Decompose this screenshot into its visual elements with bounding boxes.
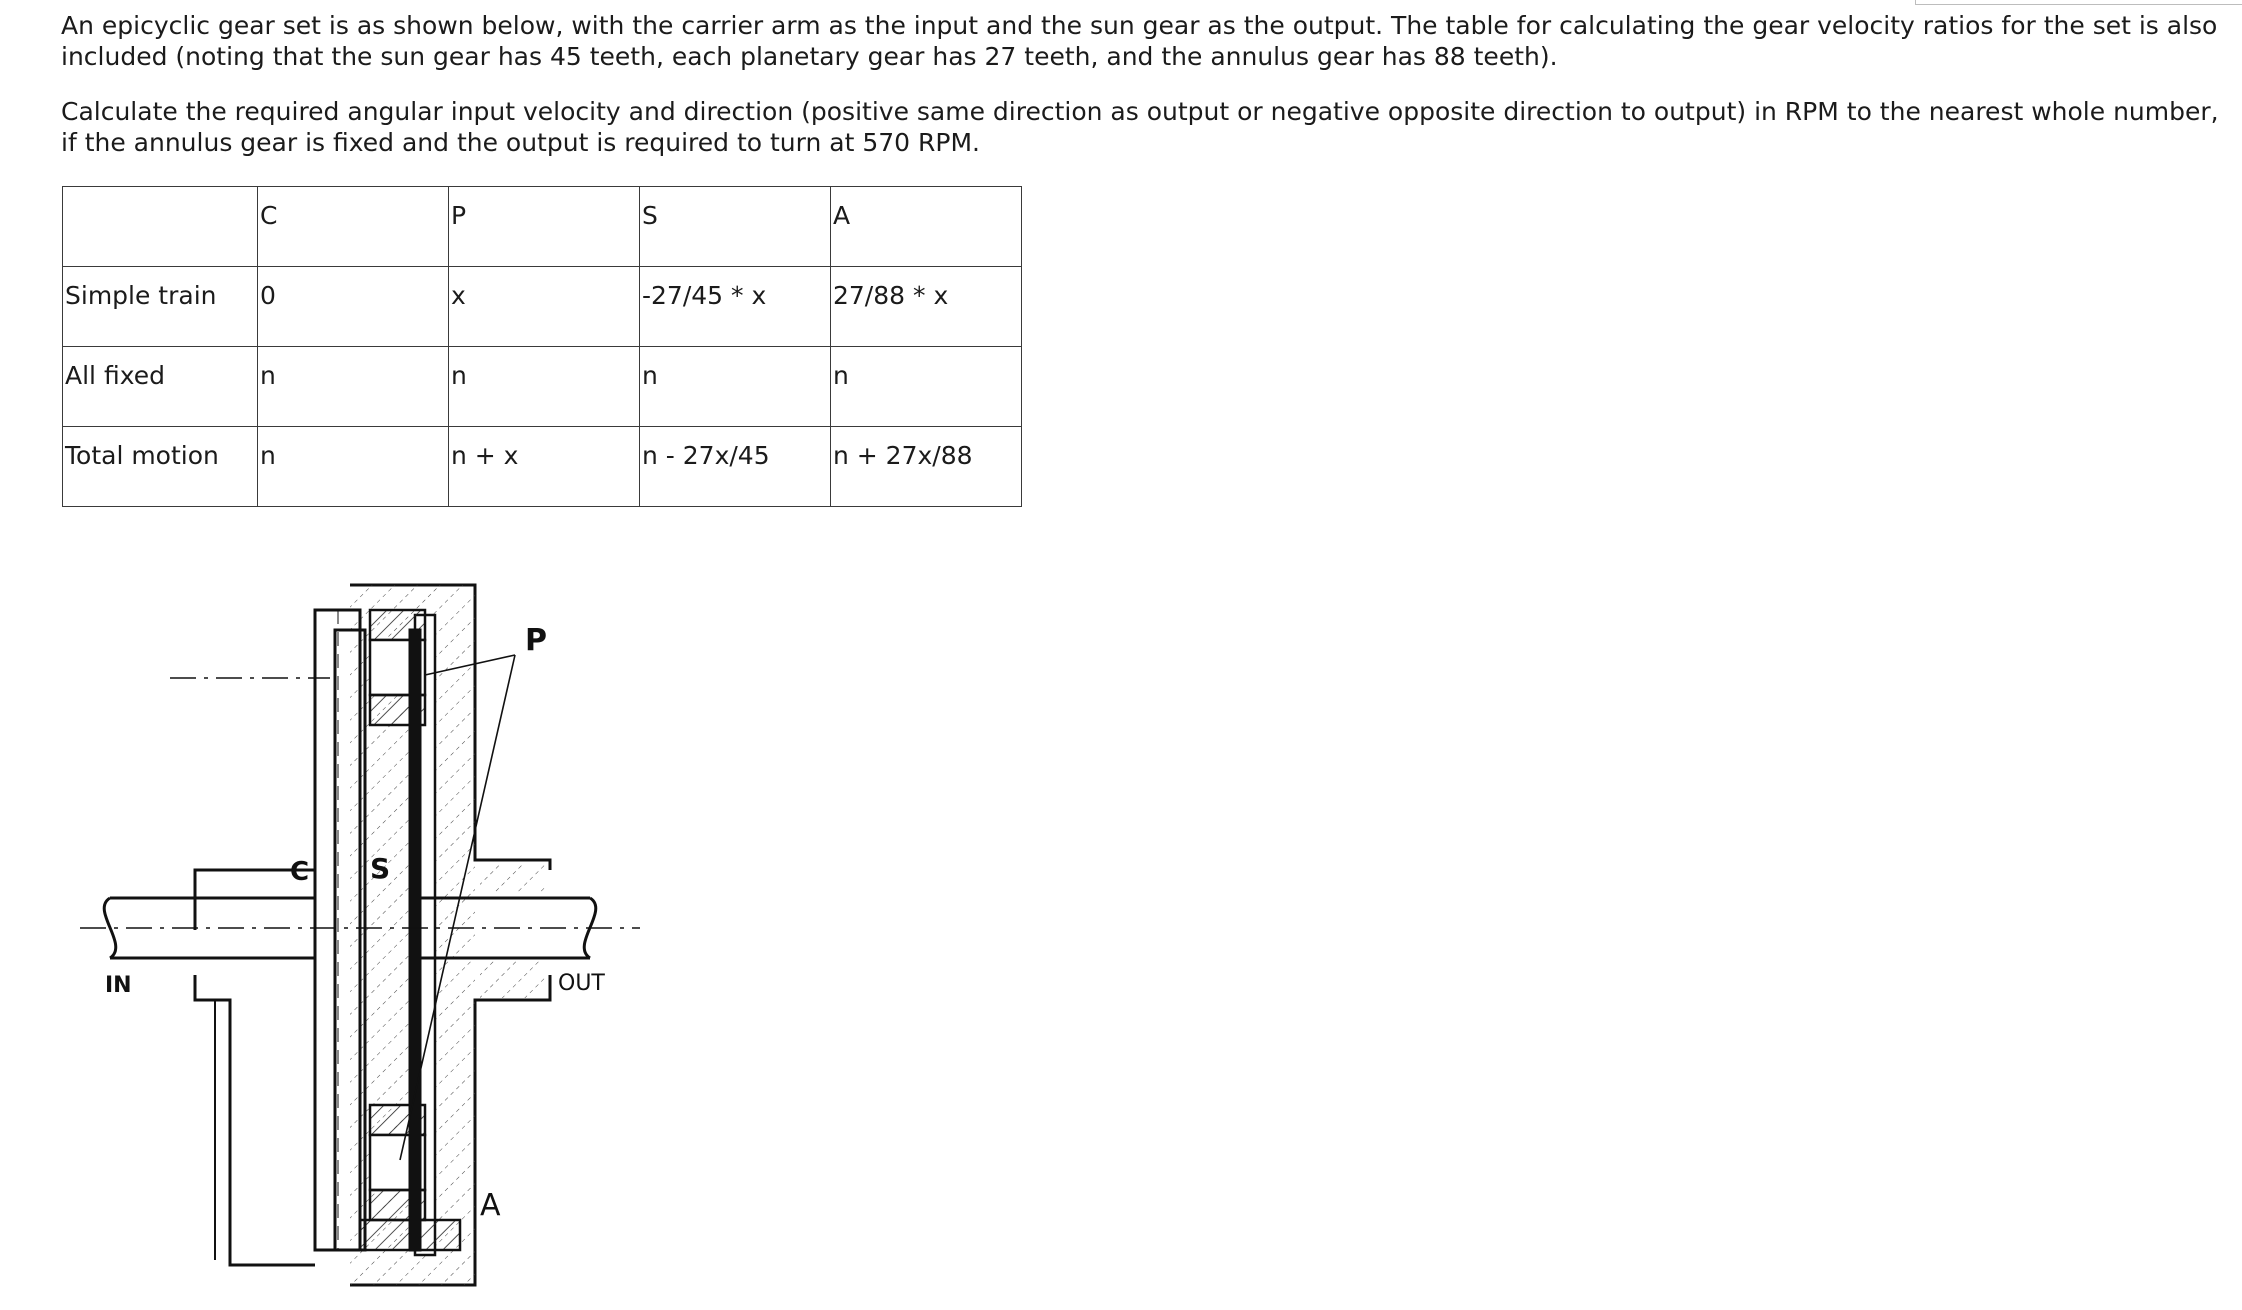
table-row [63, 427, 1022, 507]
table-row-label: All fixed [63, 347, 258, 427]
label-input: IN [105, 973, 132, 998]
label-sun: S [370, 852, 391, 885]
table-row [63, 347, 1022, 427]
table-row [63, 267, 1022, 347]
table-header-cell: P [449, 187, 640, 267]
table-cell: n [831, 347, 1022, 427]
question-task: Calculate the required angular input velocity and direction (positive same direction as output or negative opposite direction to output) in RPM to the nearest whole number, if the annulus gear is fixed and the output is required to turn at 570 RPM. [61, 97, 2219, 157]
table-header-cell: S [640, 187, 831, 267]
table-cell: n [449, 347, 640, 427]
table-cell: -27/45 * x [640, 267, 831, 347]
table-cell: n + 27x/88 [831, 427, 1022, 507]
epicyclic-gear-diagram [80, 560, 640, 1300]
table-cell: n [258, 427, 449, 507]
table-cell: n [258, 347, 449, 427]
table-cell: 0 [258, 267, 449, 347]
table-cell: n - 27x/45 [640, 427, 831, 507]
table-cell: 27/88 * x [831, 267, 1022, 347]
table-row-label: Simple train [63, 267, 258, 347]
corner-rule [1915, 0, 2242, 5]
label-carrier: C [290, 857, 310, 887]
table-header-cell: A [831, 187, 1022, 267]
table-cell: n [640, 347, 831, 427]
table-cell: n + x [449, 427, 640, 507]
label-planet: P [525, 623, 547, 658]
table-header-cell: C [258, 187, 449, 267]
table-header-cell [63, 187, 258, 267]
label-output: OUT [558, 971, 605, 996]
gear-ratio-table [62, 186, 1022, 507]
table-cell: x [449, 267, 640, 347]
question-intro: An epicyclic gear set is as shown below, with the carrier arm as the input and the sun gear as the output. The table for calculating the gear velocity ratios for the set is also included (noting that the sun gear has 45 teeth, each planetary gear has 27 teeth, and the annulus gear has 88 teeth). [61, 11, 2218, 71]
label-annulus: A [480, 1188, 501, 1223]
table-row-label: Total motion [63, 427, 258, 507]
table-header-row [63, 187, 1022, 267]
